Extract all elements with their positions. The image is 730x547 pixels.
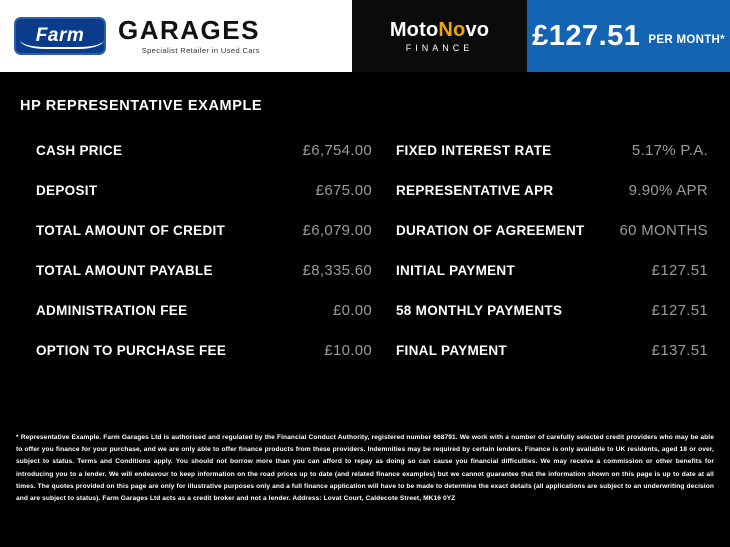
row-label: FIXED INTEREST RATE xyxy=(396,143,552,158)
row-value: £675.00 xyxy=(315,182,372,199)
motonovo-moto: Moto xyxy=(389,18,439,41)
row-value: 60 MONTHS xyxy=(619,222,708,239)
brand-tagline: Specialist Retailer in Used Cars xyxy=(141,46,260,55)
table-row xyxy=(36,142,372,182)
page-title: HP REPRESENTATIVE EXAMPLE xyxy=(20,98,263,114)
representative-example-footnote: * Representative Example. Farm Garages Ltd is authorised and regulated by the Financial Conduct Authority, registered number 668791. We work with a number of carefully selected credit providers who may be able to offer you finance for your purchase, and we are only able to offer finance products from these providers. Indemnities may be required by certain lenders. Finance is only available to UK residents, aged 18 or over, subject to status. Terms and Conditions apply. You should not borrow more than you can afford to repay as doing so can cause you financial difficulties. We may receive a commission or other benefits for introducing you to a lender. We will endeavour to keep information on the road prices up to date (and related finance examples) but we cannot guarantee that the information shown on this page is up to date at all times. The quotes provided on this page are only for illustrative purposes only and a full finance application will have to be made to determine the exact details (all applications are subject to an underwriting decision and are subject to status). Farm Garages Ltd acts as a credit broker and not a lender. Address: Lovat Court, Caldecote Street, MK16 0YZ xyxy=(16,434,714,502)
finance-column-right xyxy=(372,142,708,382)
row-label: REPRESENTATIVE APR xyxy=(396,183,554,198)
row-value: £127.51 xyxy=(651,302,708,319)
row-label: DURATION OF AGREEMENT xyxy=(396,223,585,238)
row-label: 58 MONTHLY PAYMENTS xyxy=(396,303,563,318)
row-value: £6,754.00 xyxy=(302,142,372,159)
table-row xyxy=(36,222,372,262)
monthly-price-period: PER MONTH* xyxy=(648,33,725,46)
row-value: £137.51 xyxy=(651,342,708,359)
row-value: 9.90% APR xyxy=(628,182,708,199)
table-row xyxy=(36,302,372,342)
table-row xyxy=(396,182,708,222)
table-row xyxy=(36,342,372,382)
finance-details-table xyxy=(0,142,730,382)
motonovo-subtitle: FINANCE xyxy=(405,42,474,53)
brand-wordmark xyxy=(118,17,260,55)
table-row xyxy=(36,182,372,222)
finance-column-left xyxy=(36,142,372,382)
table-row xyxy=(396,342,708,382)
brand-name: GARAGES xyxy=(118,15,260,45)
row-label: OPTION TO PURCHASE FEE xyxy=(36,343,227,358)
table-row xyxy=(396,262,708,302)
row-value: £0.00 xyxy=(332,302,372,319)
row-value: £8,335.60 xyxy=(302,262,372,279)
farm-logo-text: Farm xyxy=(35,25,85,46)
row-label: INITIAL PAYMENT xyxy=(396,263,516,278)
logo-swoosh-icon xyxy=(20,40,104,49)
row-label: FINAL PAYMENT xyxy=(396,343,507,358)
motonovo-no: No xyxy=(438,18,466,41)
farm-logo-icon xyxy=(14,17,106,55)
motonovo-name xyxy=(390,20,489,40)
row-label: DEPOSIT xyxy=(36,183,98,198)
row-label: TOTAL AMOUNT OF CREDIT xyxy=(36,223,226,238)
row-value: £6,079.00 xyxy=(302,222,372,239)
page-header xyxy=(0,0,730,72)
row-value: £10.00 xyxy=(324,342,372,359)
motonovo-wordmark xyxy=(390,20,489,53)
table-row xyxy=(396,222,708,262)
lender-logo xyxy=(352,0,527,72)
table-row xyxy=(36,262,372,302)
row-label: TOTAL AMOUNT PAYABLE xyxy=(36,263,213,278)
row-value: 5.17% P.A. xyxy=(631,142,708,159)
row-value: £127.51 xyxy=(651,262,708,279)
table-row xyxy=(396,302,708,342)
row-label: CASH PRICE xyxy=(36,143,123,158)
monthly-price-amount: £127.51 xyxy=(532,19,641,52)
motonovo-vo: vo xyxy=(465,18,490,41)
table-row xyxy=(396,142,708,182)
monthly-price-banner xyxy=(527,0,730,72)
row-label: ADMINISTRATION FEE xyxy=(36,303,188,318)
dealer-brand xyxy=(0,0,352,72)
